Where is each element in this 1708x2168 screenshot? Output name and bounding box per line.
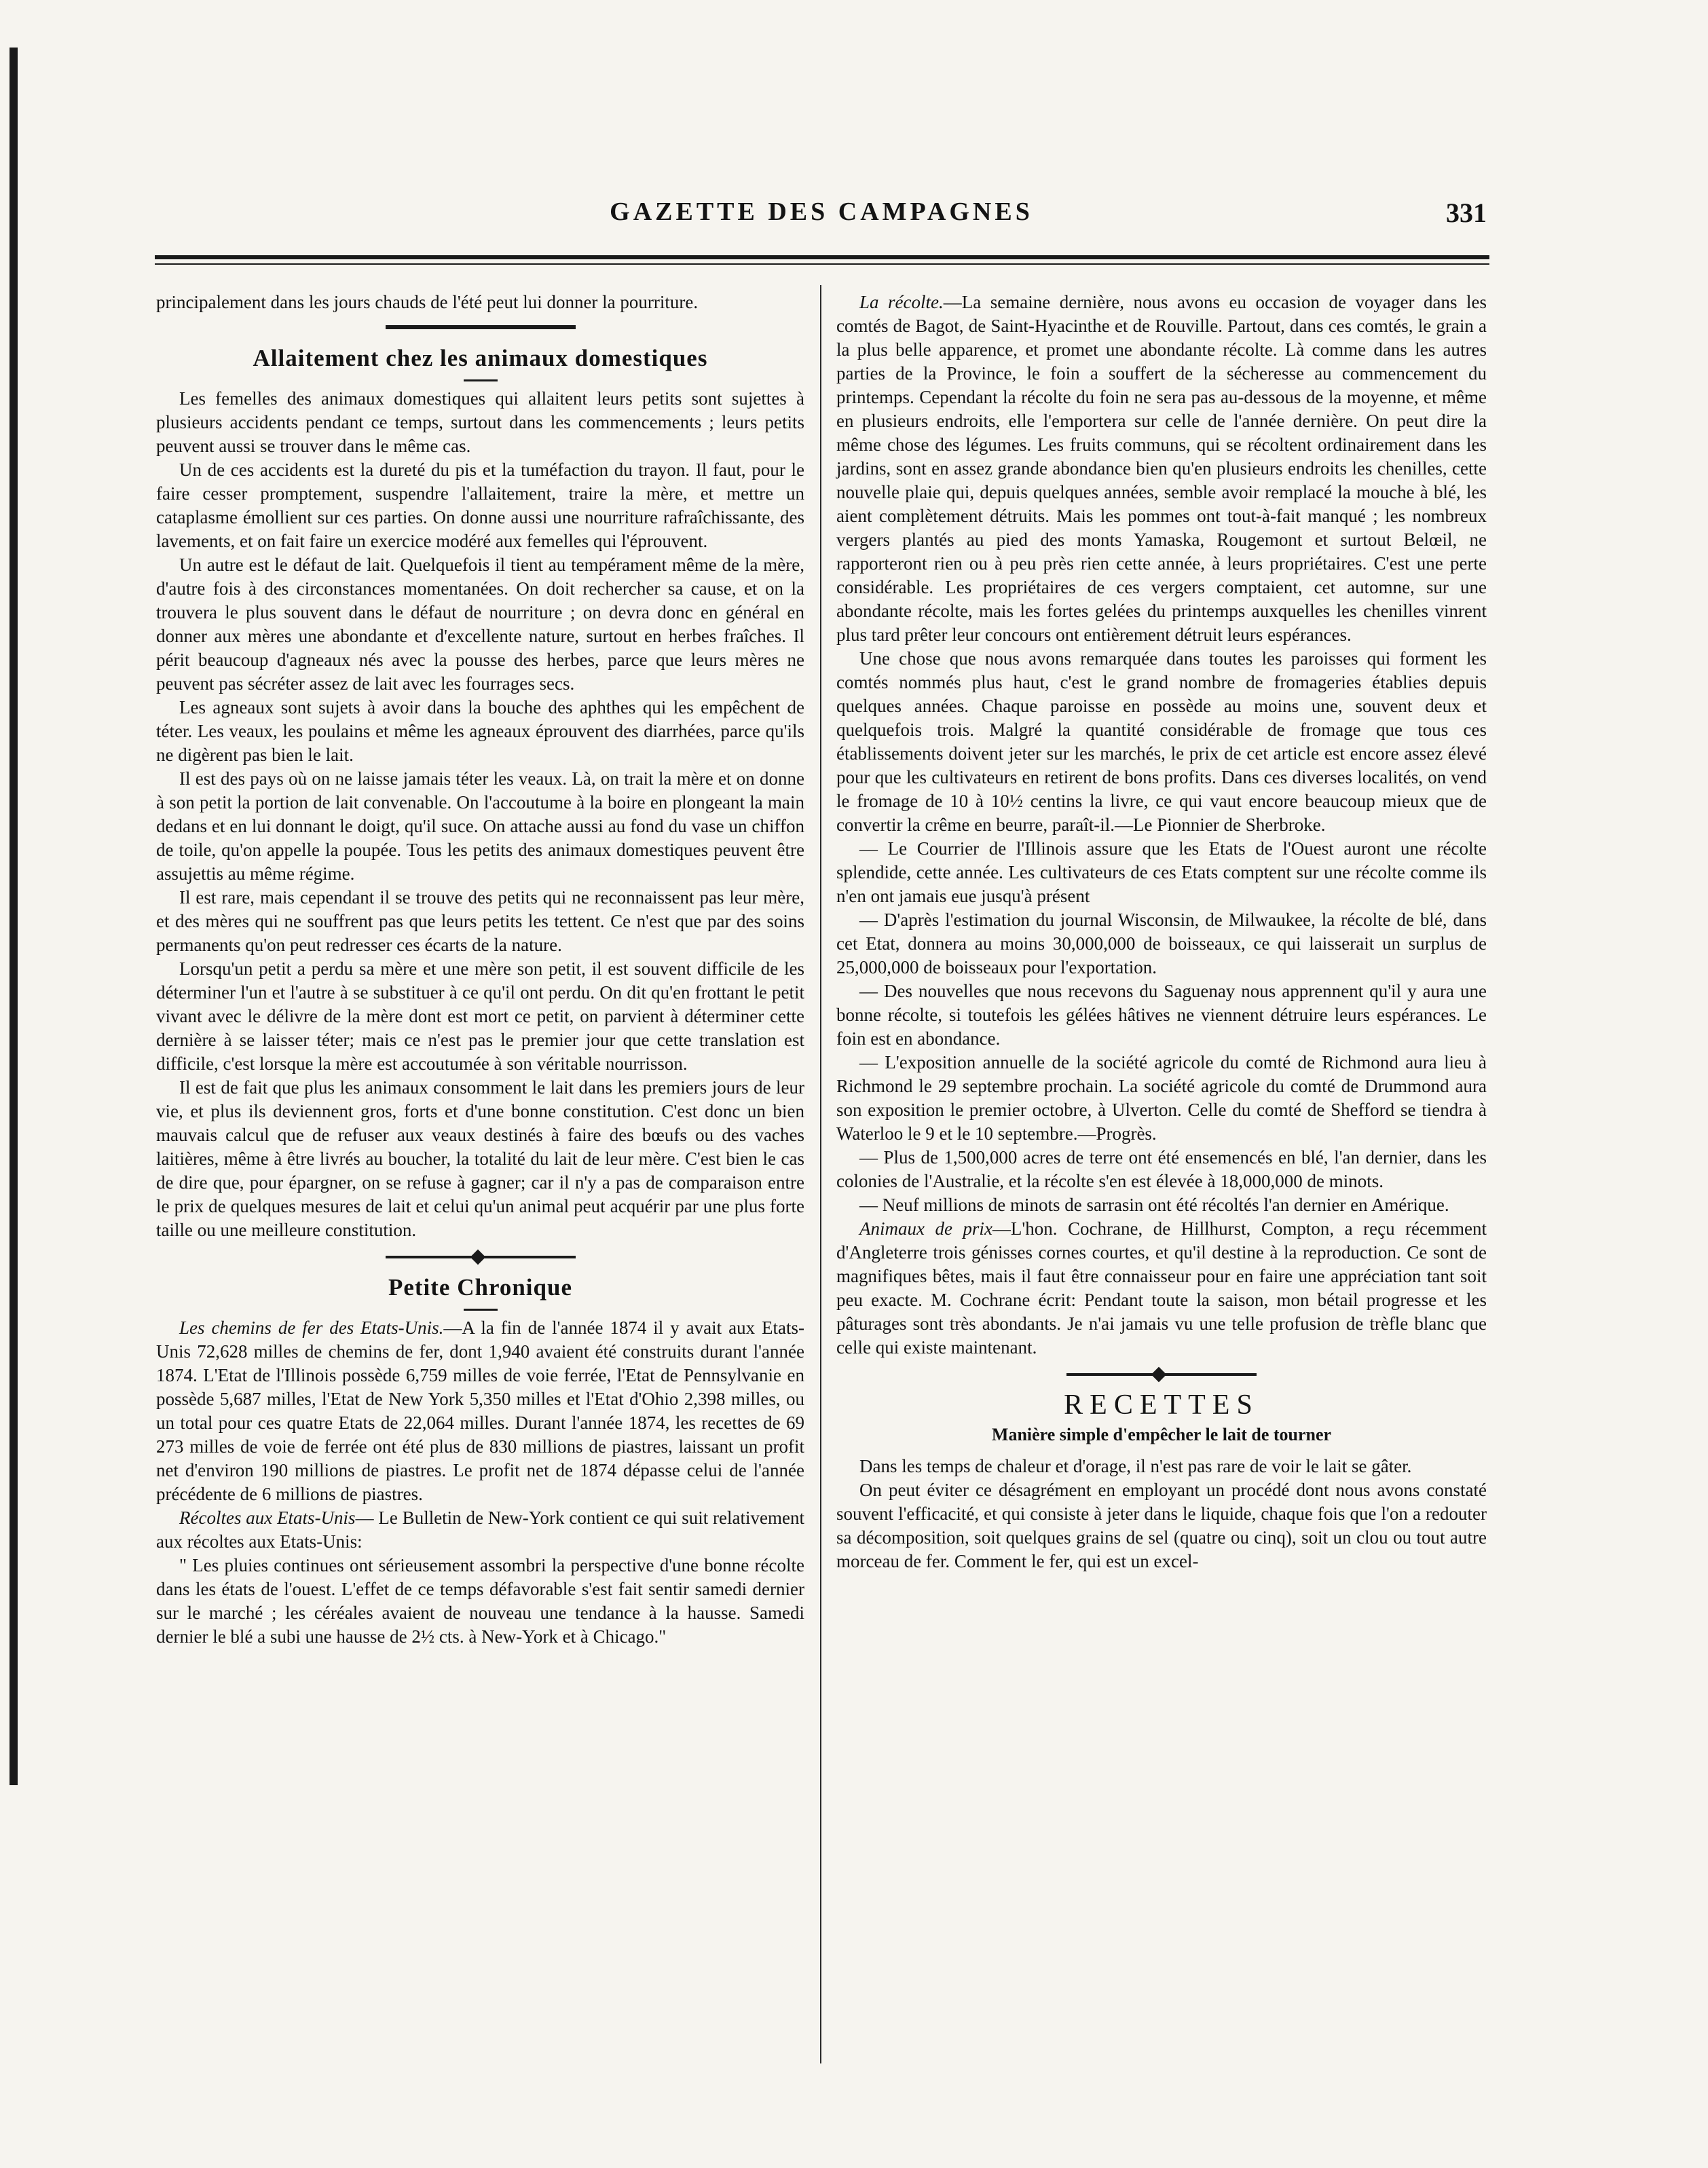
- section-ornament: [386, 1256, 576, 1258]
- paragraph: [836, 291, 1487, 647]
- recipe-title: Manière simple d'empêcher le lait de tourner: [991, 1425, 1332, 1444]
- paragraph: — Neuf millions de minots de sarrasin ont été récoltés l'an dernier en Amérique.: [859, 1195, 1449, 1215]
- left-column: [156, 291, 804, 1649]
- section-heading-petite-chronique: Petite Chronique: [388, 1274, 573, 1301]
- paragraph: [156, 1316, 804, 1506]
- paragraph-body: —La semaine dernière, nous avons eu occasion de voyager dans les comtés de Bagot, de Saint-Hyacinthe et de Rouville. Partout, dans ces comtés, le grain a la plus belle apparence, et promet une abondante récolte. Là comme dans les autres parties de la Province, le foin a souffert de la sécheresse au commencement du printemps. Cependant la récolte du foin ne sera pas au-dessous de la moyenne, et même en plusieurs endroits, elle l'emportera sur celle de l'année dernière. On peut dire la même chose des légumes. Les fruits communs, qui se récoltent ordinairement dans les jardins, sont en assez grande abondance bien qu'en plusieurs endroits les chenilles, cette nouvelle plaie qui, depuis quelques années, semble avoir remplacé la mouche à blé, les aient complètement détruits. Mais les pommes ont tout-à-fait manqué ; les nombreux vergers plantés au pied des monts Yamaska, Rougemont et surtout Belœil, ne rapporteront rien ou à peu près rien cette année, à leurs propriétaires. C'est une perte considérable. Les propriétaires de ces vergers comptaient, cet automne, sur une abondante récolte, mais les fortes gelées du printemps auxquelles les chenilles vinrent plus tard prêter leur concours ont entièrement détruit leurs espérances.: [836, 292, 1487, 645]
- paragraph-body: —L'hon. Cochrane, de Hillhurst, Compton, a reçu récemment d'Angleterre trois génisses cornes courtes, et qu'il destine à la reproduction. Ce sont de magnifiques bêtes, mais il faut être connaisseur pour en faire une appréciation tant soit peu exacte. M. Cochrane écrit: Pendant toute la saison, mon bétail progresse et les pâturages sont très abondants. Je n'ai jamais vu une telle profusion de trèfle blanc que celle qui existe maintenant.: [836, 1218, 1487, 1358]
- paragraph-lead: La récolte.: [859, 292, 944, 312]
- heading-underline: [464, 379, 498, 381]
- paragraph: — L'exposition annuelle de la société agricole du comté de Richmond aura lieu à Richmond le 29 septembre prochain. La société agricole du comté de Drummond aura son exposition le premier octobre, à Ulverton. Celle du comté de Shefford se tiendra à Waterloo le 9 et le 10 septembre.—Progrès.: [836, 1052, 1487, 1144]
- page-title: GAZETTE DES CAMPAGNES: [610, 198, 1033, 226]
- paragraph: — Plus de 1,500,000 acres de terre ont été ensemencés en blé, l'an dernier, dans les colonies de l'Australie, et la récolte s'en est élevée à 18,000,000 de minots.: [836, 1147, 1487, 1191]
- paragraph-lead: Récoltes aux Etats-Unis: [179, 1508, 356, 1528]
- paragraph: — Le Courrier de l'Illinois assure que les Etats de l'Ouest auront une récolte splendide, cette année. Les cultivateurs de ces Etats comptent sur une récolte comme ils n'en ont jamais eue jusqu'à présent: [836, 838, 1487, 906]
- page-header: [156, 197, 1487, 238]
- paragraph: — D'après l'estimation du journal Wisconsin, de Milwaukee, la récolte de blé, dans cet Etat, donnera au moins 30,000,000 de boisseaux, ce qui laisserait un surplus de 25,000,000 de boisseaux pour l'exportation.: [836, 910, 1487, 977]
- paragraph: Les femelles des animaux domestiques qui allaitent leurs petits sont sujettes à plusieurs accidents pendant ce temps, surtout dans les commencements ; leurs petits peuvent aussi se trouver dans le même cas.: [156, 388, 804, 456]
- right-column: [836, 291, 1487, 1573]
- paragraph: Les agneaux sont sujets à avoir dans la bouche des aphthes qui les empêchent de téter. Les veaux, les poulains et même les agneaux éprouvent des diarrhées, parce qu'ils ne digèrent pas bien le lait.: [156, 697, 804, 765]
- header-rule-thick: [155, 255, 1489, 259]
- paragraph-lead: Animaux de prix: [859, 1218, 992, 1239]
- paragraph: [156, 1506, 804, 1554]
- paragraph: Lorsqu'un petit a perdu sa mère et une mère son petit, il est souvent difficile de les déterminer l'un et l'autre à se substituer à ce qu'il ont perdu. On dit qu'en frottant le petit vivant avec le délivre de la mère dont est mort ce petit, on parvient à déterminer cette dernière à se laisser téter; mais ce n'est pas le premier jour que cette translation est difficile, c'est lorsque la mère est accoutumée à son véritable nourrisson.: [156, 958, 804, 1074]
- paragraph: Dans les temps de chaleur et d'orage, il n'est pas rare de voir le lait se gâter.: [859, 1456, 1412, 1476]
- paragraph: [836, 1217, 1487, 1360]
- paragraph: On peut éviter ce désagrément en employant un procédé dont nous avons constaté souvent l'efficacité, et qui consiste à jeter dans le liquide, chaque fois que l'on a redouter sa décomposition, soit quelques grains de sel (quatre ou cinq), soit un clou ou tout autre morceau de fer. Comment le fer, qui est un excel-: [836, 1480, 1487, 1571]
- paragraph-body: — Le Bulletin de New-York contient ce qui suit relativement aux récoltes aux Etats-Unis:: [156, 1508, 804, 1552]
- page-edge-shadow: [10, 48, 18, 1785]
- section-ornament: [1066, 1373, 1257, 1376]
- section-heading-allaitement: Allaitement chez les animaux domestiques: [253, 345, 708, 371]
- paragraph: Une chose que nous avons remarquée dans toutes les paroisses qui forment les comtés nommés plus haut, c'est le grand nombre de fromageries établies depuis quelques années. Chaque paroisse en possède au moins une, souvent deux et quelquefois trois. Malgré la quantité considérable de fromage que tous ces établissements doivent jeter sur les marchés, le prix de cet article est encore assez élevé pour que les cultivateurs en retirent de bons profits. Dans ces diverses localités, on vend le fromage de 10 à 10½ centins la livre, ce qui vaut encore beaucoup mieux que de convertir la crême en beurre, paraît-il.—Le Pionnier de Sherbroke.: [836, 648, 1487, 835]
- page-number: 331: [1446, 198, 1487, 228]
- paragraph-body: —A la fin de l'année 1874 il y avait aux Etats-Unis 72,628 milles de chemins de fer, dont 1,940 avaient été construits durant l'année 1874. L'Etat de l'Illinois possède 6,759 milles de voie ferrée, l'Etat de Pennsylvanie en possède 5,687 milles, l'Etat de New York 5,350 milles et l'Etat d'Ohio 2,398 milles, ou un total pour ces quatre Etats de 22,064 milles. Durant l'année 1874, les recettes de 69 273 milles de voie de ferrée ont été plus de 830 millions de piastres, laissant un profit net d'environ 190 millions de piastres. Le profit net de 1874 dépasse celui de l'année précédente de 6 millions de piastres.: [156, 1317, 804, 1504]
- paragraph: Un de ces accidents est la dureté du pis et la tuméfaction du trayon. Il faut, pour le faire cesser promptement, suspendre l'allaitement, traire la mère, et mettre un cataplasme émollient sur ces parties. On donne aussi une nourriture rafraîchissante, des lavements, et on fait faire un exercice modéré aux femelles qui l'éprouvent.: [156, 460, 804, 551]
- column-divider: [820, 285, 821, 2063]
- section-ornament: [386, 325, 576, 329]
- paragraph: " Les pluies continues ont sérieusement assombri la perspective d'une bonne récolte dans les états de l'ouest. L'effet de ce temps défavorable s'est fait sentir samedi dernier sur le marché ; les céréales avaient de nouveau une tendance à la hausse. Samedi dernier le blé a subi une hausse de 2½ cts. à New-York et à Chicago.": [156, 1555, 804, 1647]
- heading-underline: [464, 1309, 498, 1311]
- paragraph: Un autre est le défaut de lait. Quelquefois il tient au tempérament même de la mère, d'autre fois à des circonstances momentanées. On doit rechercher sa cause, et on la trouvera le plus souvent dans le défaut de nourriture ; on devra donc en général en donner aux mères une abondante et d'excellente nature, surtout en herbes fraîches. Il périt beaucoup d'agneaux nés avec la pousse des herbes, parce que leurs mères ne peuvent pas sécréter assez de lait avec les fourrages secs.: [156, 555, 804, 694]
- header-rule-thin: [155, 263, 1489, 265]
- section-heading-recettes: RECETTES: [1064, 1389, 1259, 1421]
- paragraph: Il est de fait que plus les animaux consomment le lait dans les premiers jours de leur vie, et plus ils deviennent gros, forts et d'une bonne constitution. C'est donc un bien mauvais calcul que de refuser aux veaux destinés à faire des bœufs ou des vaches laitières, même à être livrés au boucher, la totalité du lait de leur mère. C'est bien le cas de dire que, pour épargner, on se refuse à gagner; car il n'y a pas de comparaison entre le prix de quelques mesures de lait et celui qu'un animal peut acquérir par une plus forte taille ou une meilleure constitution.: [156, 1077, 804, 1240]
- paragraph: Il est des pays où on ne laisse jamais téter les veaux. Là, on trait la mère et on donne à son petit la portion de lait convenable. On l'accoutume à la boire en plongeant la main dedans et en lui donnant le doigt, qu'il suce. On attache aussi au fond du vase un chiffon de toile, qu'on appelle la poupée. Tous les petits des animaux domestiques peuvent être assujettis au même régime.: [156, 768, 804, 884]
- paragraph: — Des nouvelles que nous recevons du Saguenay nous apprennent qu'il y aura une bonne récolte, si toutefois les gélées hâtives ne viennent détruire leurs espérances. Le foin est en abondance.: [836, 981, 1487, 1049]
- paragraph-lead: Les chemins de fer des Etats-Unis.: [179, 1317, 444, 1338]
- paragraph: Il est rare, mais cependant il se trouve des petits qui ne reconnaissent pas leur mère, et des mères qui ne souffrent pas que leurs petits les tettent. Ce n'est que par des soins permanents qu'on peut redresser ces écarts de la nature.: [156, 887, 804, 955]
- paragraph: principalement dans les jours chauds de l'été peut lui donner la pourriture.: [156, 292, 699, 312]
